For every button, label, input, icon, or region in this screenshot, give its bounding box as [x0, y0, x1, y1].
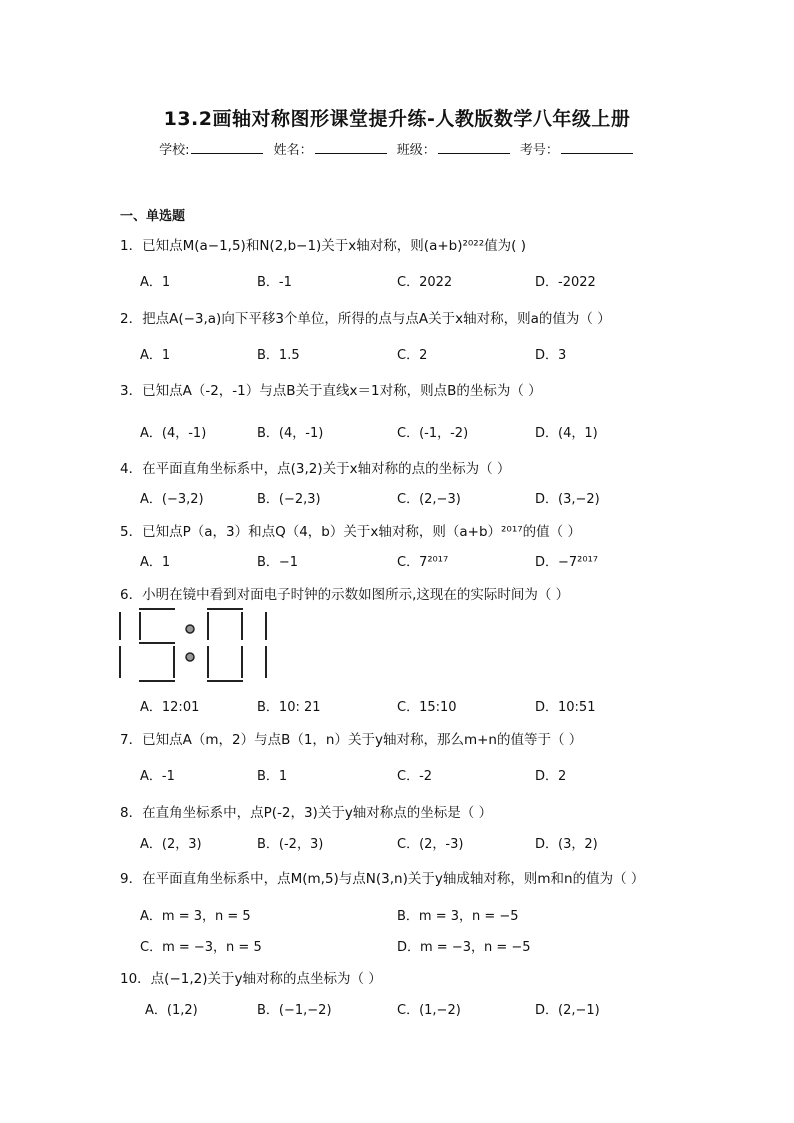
q7-option-c[interactable]: C．-2: [397, 769, 433, 784]
question-3: [120, 379, 542, 399]
question-5: [120, 520, 581, 540]
q4-option-d[interactable]: D．(3,−2): [535, 492, 600, 507]
number-label: 考号：: [519, 143, 559, 158]
q5-option-b[interactable]: B．−1: [257, 555, 299, 570]
q10-option-a[interactable]: A．(1,2): [145, 1003, 198, 1018]
q9-option-a[interactable]: A．m = 3，n = 5: [140, 909, 251, 924]
number-blank[interactable]: [561, 141, 633, 154]
question-8: [120, 801, 492, 821]
section-heading: 一、单选题: [120, 209, 186, 224]
q7-option-a[interactable]: A．-1: [140, 769, 175, 784]
question-9: [120, 867, 644, 887]
question-6-stem: 6．小明在镜中看到对面电子时钟的示数如图所示,这现在的实际时间为（ ）: [120, 587, 570, 603]
name-label: 姓名：: [273, 143, 313, 158]
q5-option-d[interactable]: D．−7²⁰¹⁷: [535, 555, 599, 570]
school-blank[interactable]: [191, 141, 263, 154]
question-4-stem: 4．在平面直角坐标系中，点(3,2)关于x轴对称的点的坐标为（ ）: [120, 461, 511, 477]
clock-colon-dot: [186, 653, 194, 661]
question-6: [120, 583, 569, 603]
q8-option-c[interactable]: C．(2，-3): [397, 837, 464, 852]
question-3-stem: 3．已知点A（-2，-1）与点B关于直线x＝1对称，则点B的坐标为（ ）: [120, 383, 542, 399]
q10-option-d[interactable]: D．(2,−1): [535, 1003, 600, 1018]
q7-option-d[interactable]: D．2: [535, 769, 567, 784]
question-5-stem: 5．已知点P（a，3）和点Q（4，b）关于x轴对称，则（a+b）²⁰¹⁷的值（ ）: [120, 524, 581, 540]
q9-option-c[interactable]: C．m = −3，n = 5: [140, 940, 262, 955]
q9-option-d[interactable]: D．m = −3，n = −5: [397, 940, 531, 955]
q2-option-a[interactable]: A．1: [140, 348, 171, 363]
q5-option-c[interactable]: C．7²⁰¹⁷: [397, 555, 449, 570]
q6-option-b[interactable]: B．10: 21: [257, 700, 321, 715]
q3-option-b[interactable]: B．(4，-1): [257, 426, 324, 441]
school-label: 学校:: [159, 143, 190, 158]
question-2: [120, 307, 611, 327]
q9-option-b[interactable]: B．m = 3，n = −5: [397, 909, 519, 924]
q4-option-a[interactable]: A．(−3,2): [140, 492, 204, 507]
q4-option-b[interactable]: B．(−2,3): [257, 492, 321, 507]
q2-option-c[interactable]: C．2: [397, 348, 428, 363]
name-blank[interactable]: [315, 141, 387, 154]
question-1: [120, 234, 526, 254]
q8-option-b[interactable]: B．(-2，3): [257, 837, 324, 852]
q1-option-d[interactable]: D．-2022: [535, 275, 596, 290]
q3-option-a[interactable]: A．(4，-1): [140, 426, 207, 441]
page-title: 13.2画轴对称图形课堂提升练-人教版数学八年级上册: [163, 108, 631, 130]
q8-option-d[interactable]: D．(3，2): [535, 837, 598, 852]
class-label: 班级：: [396, 143, 436, 158]
q3-option-c[interactable]: C．(-1，-2): [397, 426, 469, 441]
question-9-stem: 9．在平面直角坐标系中，点M(m,5)与点N(3,n)关于y轴成轴对称，则m和n的值为（ ）: [120, 871, 645, 887]
q6-option-a[interactable]: A．12:01: [140, 700, 200, 715]
q2-option-d[interactable]: D．3: [535, 348, 567, 363]
q8-option-a[interactable]: A．(2，3): [140, 837, 202, 852]
q6-option-c[interactable]: C．15:10: [397, 700, 457, 715]
class-blank[interactable]: [438, 141, 510, 154]
question-1-stem: 1．已知点M(a−1,5)和N(2,b−1)关于x轴对称，则(a+b)²⁰²²值为( ): [120, 238, 526, 254]
q1-option-c[interactable]: C．2022: [397, 275, 453, 290]
question-10-stem: 10．点(−1,2)关于y轴对称的点坐标为（ ）: [120, 971, 382, 987]
q7-option-b[interactable]: B．1: [257, 769, 288, 784]
q10-option-b[interactable]: B．(−1,−2): [257, 1003, 332, 1018]
student-info-line: [0, 139, 794, 158]
question-7: [120, 728, 582, 748]
q10-option-c[interactable]: C．(1,−2): [397, 1003, 461, 1018]
question-7-stem: 7．已知点A（m，2）与点B（1，n）关于y轴对称，那么m+n的值等于（ ）: [120, 732, 583, 748]
q6-option-d[interactable]: D．10:51: [535, 700, 596, 715]
q3-option-d[interactable]: D．(4，1): [535, 426, 598, 441]
clock-colon-dot: [186, 625, 194, 633]
q1-option-b[interactable]: B．-1: [257, 275, 292, 290]
q5-option-a[interactable]: A．1: [140, 555, 171, 570]
question-2-stem: 2．把点A(−3,a)向下平移3个单位，所得的点与点A关于x轴对称，则a的值为（ ）: [120, 311, 611, 327]
q4-option-c[interactable]: C．(2,−3): [397, 492, 461, 507]
mirrored-digital-clock-figure: [116, 605, 276, 685]
question-10: [120, 967, 382, 987]
question-8-stem: 8．在直角坐标系中，点P(-2，3)关于y轴对称点的坐标是（ ）: [120, 805, 493, 821]
question-4: [120, 457, 510, 477]
q1-option-a[interactable]: A．1: [140, 275, 171, 290]
q2-option-b[interactable]: B．1.5: [257, 348, 300, 363]
